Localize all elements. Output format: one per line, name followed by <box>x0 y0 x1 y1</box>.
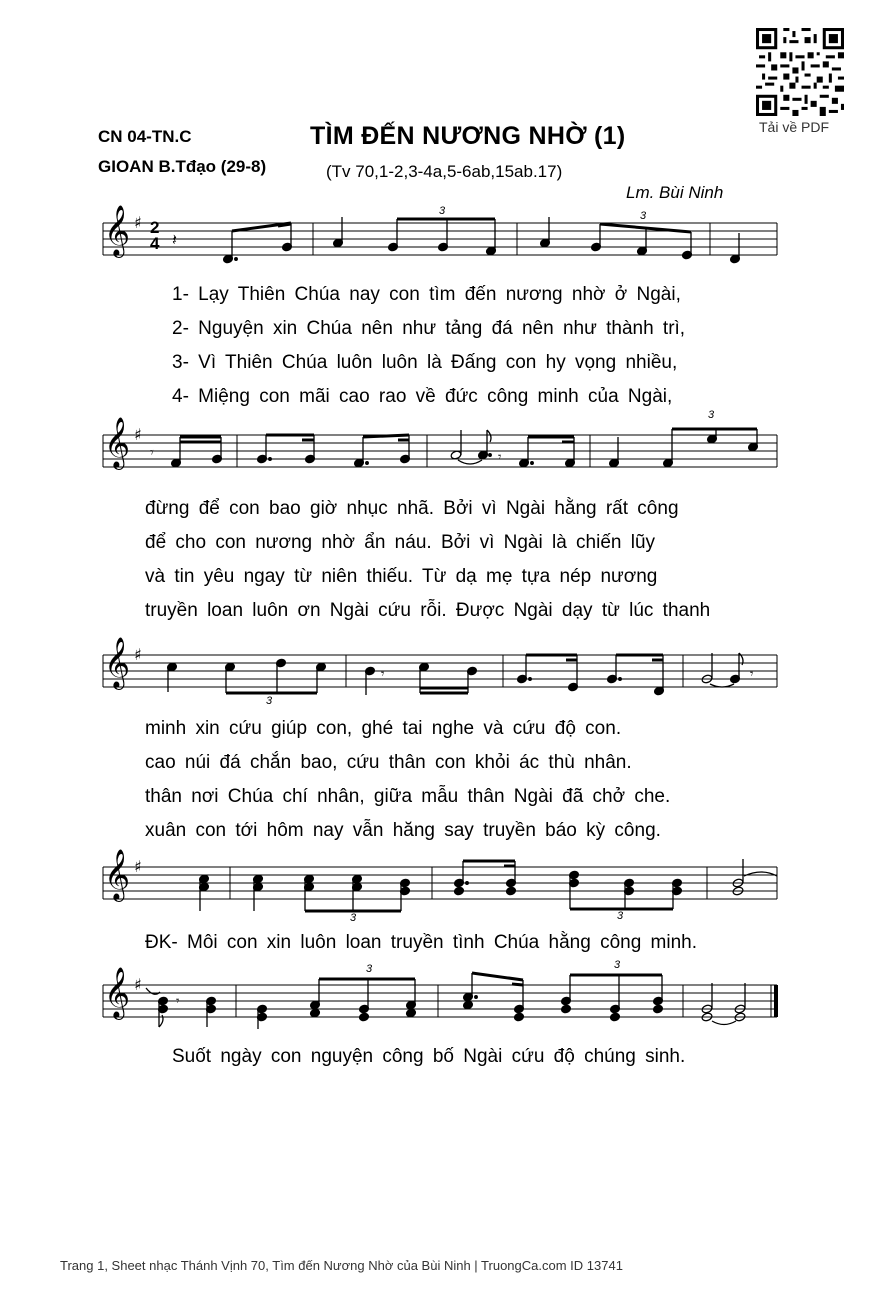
triplet-mark: 3 <box>640 210 647 222</box>
composer: Lm. Bùi Ninh <box>626 183 724 202</box>
treble-clef-icon: 𝄞 <box>104 205 131 256</box>
lyric-verse-2-line-1: 2- Nguyện xin Chúa nên như tảng đá nên như thành trì, <box>172 318 686 339</box>
key-sharp-icon: ♯ <box>134 425 142 444</box>
treble-clef-icon: 𝄞 <box>104 967 131 1018</box>
triplet-mark: 3 <box>617 910 624 922</box>
refrain-line-2: Suốt ngày con nguyện công bố Ngài cứu độ chúng sinh. <box>172 1046 686 1067</box>
triplet-mark: 3 <box>708 409 715 421</box>
lyric-verse-4-line-2: truyền loan luôn ơn Ngài cứu rỗi. Được Ngài dạy từ lúc thanh <box>145 600 711 621</box>
page-footer: Trang 1, Sheet nhạc Thánh Vịnh 70, Tìm đến Nương Nhờ của Bùi Ninh | TruongCa.com ID 13741 <box>60 1258 623 1273</box>
refrain-line-1: ĐK- Môi con xin luôn loan truyền tình Chúa hằng công minh. <box>145 932 698 953</box>
lyric-verse-4-line-3: xuân con tới hôm nay vẫn hăng say truyền báo kỳ công. <box>145 820 661 841</box>
svg-text:𝄾: 𝄾 <box>381 667 385 682</box>
key-sharp-icon: ♯ <box>134 857 142 876</box>
lyric-verse-3-line-1: 3- Vì Thiên Chúa luôn luôn là Đấng con hy vọng nhiều, <box>172 352 678 373</box>
key-sharp-icon: ♯ <box>134 975 142 994</box>
treble-clef-icon: 𝄞 <box>104 637 131 688</box>
lyric-verse-1-line-1: 1- Lạy Thiên Chúa nay con tìm đến nương nhờ ở Ngài, <box>172 284 681 305</box>
feast-label: GIOAN B.Tđạo (29-8) <box>98 157 267 176</box>
lyric-verse-1-line-3: minh xin cứu giúp con, ghé tai nghe và cứu độ con. <box>145 718 622 739</box>
psalm-reference: (Tv 70,1-2,3-4a,5-6ab,15ab.17) <box>326 162 563 181</box>
lyric-verse-4-line-1: 4- Miệng con mãi cao rao về đức công minh của Ngài, <box>172 386 673 407</box>
mass-code: CN 04-TN.C <box>98 127 192 146</box>
triplet-mark: 3 <box>366 963 373 975</box>
lyric-verse-3-line-3: thân nơi Chúa chí nhân, giữa mẫu thân Ngài đã chở che. <box>145 786 671 807</box>
download-pdf-link[interactable]: Tải về PDF <box>759 119 830 135</box>
triplet-mark: 3 <box>266 695 273 707</box>
svg-text:𝄽: 𝄽 <box>172 230 177 249</box>
treble-clef-icon: 𝄞 <box>104 417 131 468</box>
lyric-verse-1-line-2: đừng để con bao giờ nhục nhã. Bởi vì Ngài hằng rất công <box>145 498 679 519</box>
lyric-verse-3-line-2: và tin yêu ngay từ niên thiếu. Từ dạ mẹ tựa nép nương <box>145 566 658 587</box>
svg-text:𝄾: 𝄾 <box>498 450 502 465</box>
key-sharp-icon: ♯ <box>134 213 142 232</box>
triplet-mark: 3 <box>350 912 357 924</box>
page-title: TÌM ĐẾN NƯƠNG NHỜ (1) <box>310 122 626 150</box>
lyric-verse-2-line-3: cao núi đá chắn bao, cứu thân con khỏi ác thù nhân. <box>145 752 632 773</box>
svg-text:𝄾: 𝄾 <box>150 445 154 461</box>
triplet-mark: 3 <box>439 205 446 217</box>
svg-text:𝄾: 𝄾 <box>176 994 180 1009</box>
lyric-verse-2-line-2: để cho con nương nhờ ẩn náu. Bởi vì Ngài là chiến lũy <box>145 532 656 553</box>
svg-text:𝄾: 𝄾 <box>750 667 754 682</box>
triplet-mark: 3 <box>614 959 621 971</box>
key-sharp-icon: ♯ <box>134 645 142 664</box>
treble-clef-icon: 𝄞 <box>104 849 131 900</box>
time-signature: 2 4 <box>150 218 160 253</box>
